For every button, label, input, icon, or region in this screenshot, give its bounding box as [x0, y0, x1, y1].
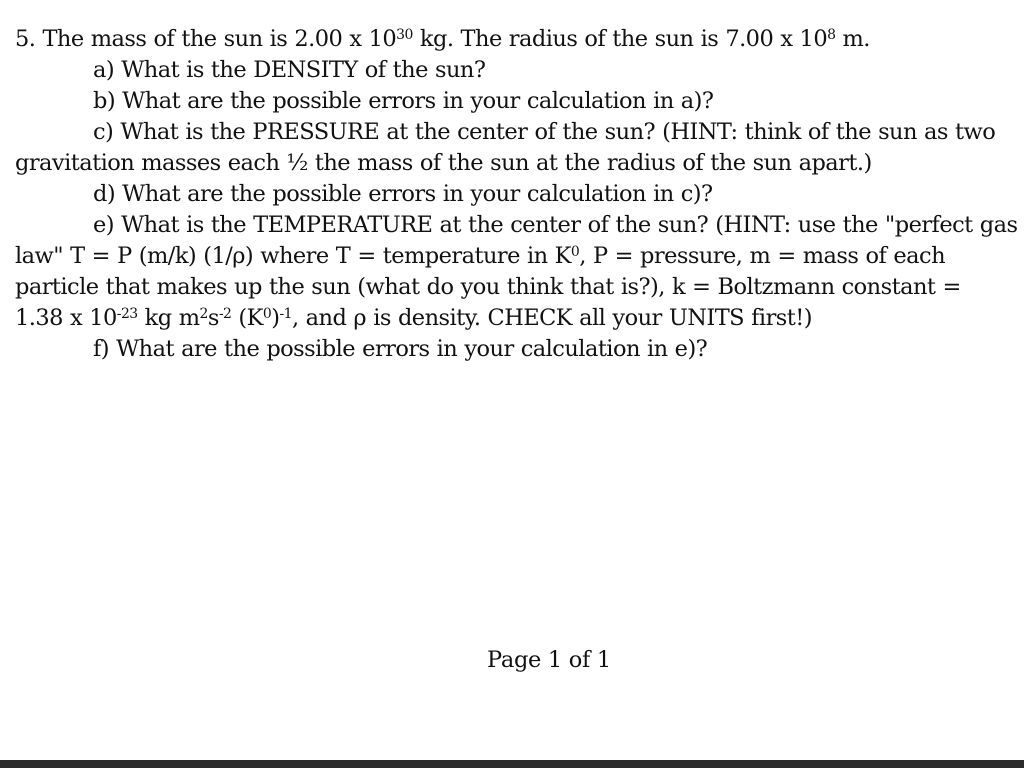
- intro-text-prefix: 5. The mass of the sun is 2.00 x 10: [15, 26, 397, 52]
- kelvin-superscript: 0: [570, 243, 580, 260]
- units-s: s: [207, 305, 219, 331]
- question-5: [15, 24, 1021, 365]
- part-e-line-2: [15, 241, 1021, 272]
- part-c-line-2: gravitation masses each ½ the mass of the sun at the radius of the sun apart.): [15, 150, 872, 176]
- part-e-line-2-text-a: law" T = P (m/k) (1/ρ) where T = temperature in K: [15, 243, 571, 269]
- part-e-line-1: e) What is the TEMPERATURE at the center of the sun? (HINT: use the "perfect gas: [93, 212, 1018, 238]
- meter-exponent: 2: [199, 305, 208, 322]
- units-kg-m: kg m: [137, 305, 200, 331]
- part-a: a) What is the DENSITY of the sun?: [93, 57, 486, 83]
- intro-text-suffix: m.: [835, 26, 870, 52]
- part-e-line-4: [15, 303, 1021, 334]
- boltzmann-exponent: -23: [116, 305, 138, 322]
- radius-exponent: 8: [827, 26, 836, 43]
- part-b: b) What are the possible errors in your calculation in a)?: [93, 88, 714, 114]
- boltzmann-mantissa: 1.38 x 10: [15, 305, 117, 331]
- intro-text-middle: kg. The radius of the sun is 7.00 x 10: [412, 26, 828, 52]
- units-k-open: (K: [231, 305, 263, 331]
- part-e-line-4-tail: , and ρ is density. CHECK all your UNITS first!): [291, 305, 812, 331]
- question-intro: [15, 24, 1021, 55]
- kelvin-degree-superscript: 0: [262, 305, 272, 322]
- part-d: d) What are the possible errors in your calculation in c)?: [93, 181, 713, 207]
- bottom-edge-bar: [0, 760, 1024, 768]
- mass-exponent: 30: [396, 26, 413, 43]
- second-exponent: -2: [218, 305, 232, 322]
- part-e-line-3: particle that makes up the sun (what do you think that is?), k = Boltzmann constant =: [15, 274, 961, 300]
- kelvin-exponent: -1: [279, 305, 292, 322]
- part-e-line-2-text-b: , P = pressure, m = mass of each: [579, 243, 946, 269]
- part-c-line-1: c) What is the PRESSURE at the center of the sun? (HINT: think of the sun as two: [93, 119, 996, 145]
- part-f: f) What are the possible errors in your calculation in e)?: [93, 336, 708, 362]
- units-k-close: ): [271, 305, 280, 331]
- page-number: Page 1 of 1: [487, 647, 611, 673]
